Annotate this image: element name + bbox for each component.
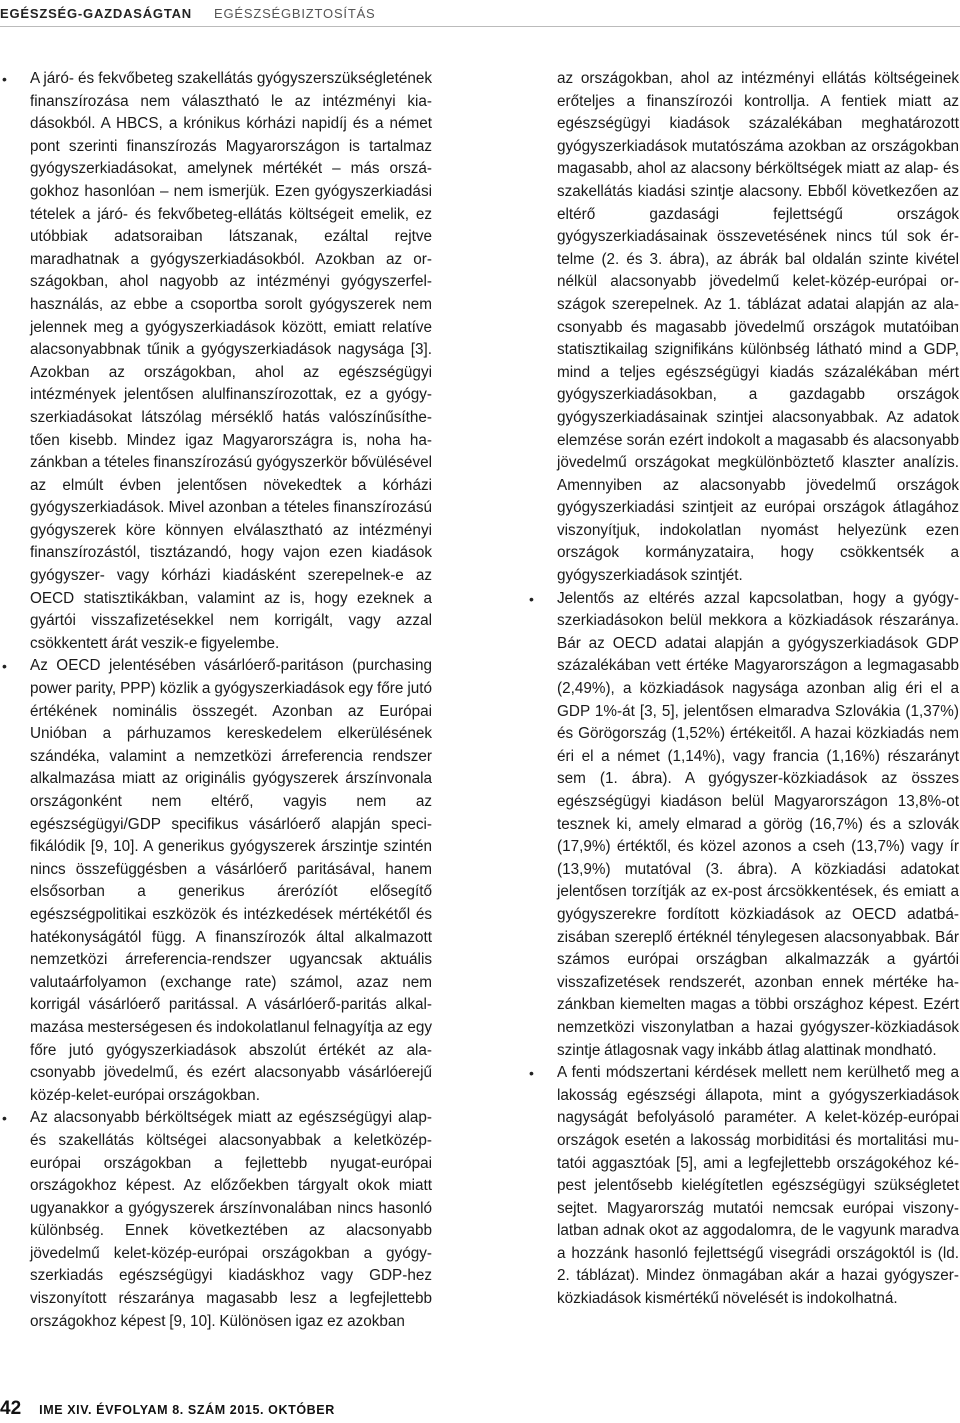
left-column bbox=[0, 68, 432, 1333]
page-footer bbox=[0, 1398, 335, 1420]
bullet-text-5: A fenti módszertani kérdések mellett nem kerülhető meg a lakosság egészségi állapota, mint a gyógyszerkiadások nagyságát befolyásoló paraméter. A kelet-közép-európai országok esetén a lakosság morbiditási és mortalitási mutatói aggasztóak [5], ami a legfejlettebb országokéhoz képest jelentősebb kielégítetlen egészségügyi szükségletet sejtet. Magyarország mutatói nemcsak európai viszonylatban adnak okot az aggodalomra, de le vagyunk maradva a hozzánk hasonló fejlettségű visegrádi országoktól is (ld. 2. táblázat). Mindez önmagában akár a hazai gyógyszer-közkiadások kismértékű növelését is indokolhatná. bbox=[557, 1064, 959, 1308]
bullet-paragraph-4 bbox=[527, 588, 959, 1062]
bullet-text-3: Az alacsonyabb bérköltségek miatt az egészségügyi alap- és szakellátás költségei alacsonyabbak a keletközép-európai országokban a fejlettebb nyugat-európai országokhoz képest. Az előzőekben tárgyalt okok miatt ugyanakkor a gyógyszerek árszínvonalában nincs hasonló különbség. Ennek következtében az alacsonyabb jövedelmű kelet-közép-európai országokban a gyógyszerkiadás egészségügyi kiadáskhoz vagy GDP-hez viszonyított részaránya magasabb lesz a legfejlettebb országokhoz képest [9, 10]. Különösen igaz ez azokban bbox=[30, 1109, 432, 1330]
continuation-text: az országokban, ahol az intézményi ellátás költségeinek erőteljes a finanszírozói kontrollja. A fentiek miatt az egészségügyi kiadások százalékában meghatározott gyógyszerkiadások mutatószáma azokban az országokban magasabb, ahol az alacsony bérköltségek miatt az alap- és szakellátás kiadási szintje alacsony. Ebből következően az eltérő gazdasági fejlettségű országok gyógyszerkiadásainak összevetésének nincs túl sok értelme (2. és 3. ábra), az ábrák bal oldalán szinte kivétel nélkül alacsonyabb jövedelmű kelet-közép-európai országok szerepelnek. Az 1. táblázat adatai alapján az alacsonyabb és magasabb jövedelmű országok mutatóiban statisztikailag szignifikáns különbség látható mind a GDP, mind a teljes egészségügyi kiadás százalékában mért gyógyszerkiadásokban, a gazdagabb országok gyógyszerkiadásainak szintjei alacsonyabbak. Az adatok elemzése során ezért indokolt a magasabb és alacsonyabb jövedelmű országokat megkülönböztető klaszter analízis. Amennyiben az alacsonyabb jövedelmű országok gyógyszerkiadási szintjeit az európai országok átlagához viszonyítjuk, indokolatlan nyomást helyezünk ezen országok kormányzataira, hogy csökkentsék a gyógyszerkiadások szintjét. bbox=[557, 70, 959, 585]
header-section-title: EGÉSZSÉG-GAZDASÁGTAN bbox=[0, 5, 192, 21]
bullet-paragraph-3 bbox=[0, 1107, 432, 1333]
bullet-paragraph-1 bbox=[0, 68, 432, 655]
continuation-paragraph bbox=[527, 68, 959, 588]
bullet-paragraph-2 bbox=[0, 655, 432, 1107]
running-header bbox=[0, 0, 960, 27]
bullet-icon: • bbox=[2, 1110, 7, 1127]
bullet-icon: • bbox=[2, 658, 7, 675]
journal-issue-line: IME XIV. ÉVFOLYAM 8. SZÁM 2015. OKTÓBER bbox=[39, 1403, 335, 1417]
right-column bbox=[527, 68, 959, 1311]
bullet-icon: • bbox=[529, 1065, 534, 1082]
bullet-icon: • bbox=[2, 71, 7, 87]
bullet-paragraph-5 bbox=[527, 1062, 959, 1311]
bullet-text-1: A járó- és fekvőbeteg szakellátás gyógyszerszükségletének finanszírozása nem választható le az intézményi kiadásokból. A HBCS, a krónikus kórházi napidíj és a német pont szerinti finanszírozás Magyarországon is tartalmaz gyógyszerkiadásokat, amelynek mértékét – más országokhoz hasonlóan – nem ismerjük. Ezen gyógyszerkiadási tételek a járó- és fekvőbeteg-ellátás költségeit emelik, ez utóbbiak adatsoraiban látszanak, ezáltal rejtve maradhatnak a gyógyszerkiadásokból. Azokban az országokban, ahol nagyobb az intézményi gyógyszerfelhasználás, az ebbe a csoportba sorolt gyógyszerek nem jelennek meg a gyógyszerkiadások között, emiatt relatíve alacsonyabbnak tűnik a gyógyszerkiadások nagysága [3]. Azokban az országokban, ahol az egészségügyi intézmények jelentősen alulfinanszírozottak, ez a gyógyszerkiadásokat látszólag mérséklő hatás valószínűsíthetően kisebb. Mindez igaz Magyarországra is, noha hazánkban a tételes finanszírozású gyógyszerkör bővülésével az elmúlt évben jelentősen növekedtek a kórházi gyógyszerkiadások. Mivel azonban a tételes finanszírozású gyógyszerek köre könnyen elválasztható az intézményi finanszírozástól, tisztázandó, hogy vajon ezen kiadások gyógyszer- vagy kórházi kiadásként szerepelnek-e az OECD statisztikákban, valamint az is, hogy ezeknek a gyártói visszafizetésekkel nem korrigált, vagy azzal csökkentett árát veszik-e figyelembe. bbox=[30, 70, 432, 652]
bullet-text-2: Az OECD jelentésében vásárlóerő-paritáson (purchasing power parity, PPP) közlik a gyógyszerkiadások egy főre jutó értékének nominális összegét. Azonban az Európai Unióban a párhuzamos kereskedelem elkerülésének szándéka, valamint a nemzetközi árreferencia rendszer alkalmazása miatt az originális gyógyszerek árszínvonala országonként nem eltérő, vagyis nem az egészségügyi/GDP specifikus vásárlóerő alapján specifikálódik [9, 10]. A generikus gyógyszerek árszintje szintén nincs összefüggésben a vásárlóerő paritásával, hanem elsősorban a generikus árerózíót elősegítő egészségpolitikai eszközök és intézkedések mértékétől és hatékonyságától függ. A finanszírozók által alkalmazott nemzetközi árreferencia-rendszer ugyancsak aktuális valutaárfolyamon (exchange rate) számol, azaz nem korrigál vásárlóerő paritással. A vásárlóerő-paritás alkalmazása mesterségesen és indokolatlanul felnagyítja az egy főre jutó gyógyszerkiadások abszolút értékét az alacsonyabb jövedelmű, és ezért alacsonyabb vásárlóerejű közép-kelet-európai országokban. bbox=[30, 657, 432, 1104]
bullet-icon: • bbox=[529, 590, 534, 607]
bullet-text-4: Jelentős az eltérés azzal kapcsolatban, hogy a gyógyszerkiadásokon belül mekkora a közkiadások részaránya. Bár az OECD adatai alapján a gyógyszerkiadások GDP százalékában vett értéke Magyarországon a legmagasabb (2,49%), a közkiadások nagysága azonban alig éri el a GDP 1%-át [3, 5], jelentősen elmaradva Szlovákia (1,37%) és Görögország (1,52%) értékeitől. A hazai közkiadás nem éri el a német (1,14%), vagy francia (1,16%) részarányt sem (1. ábra). A gyógyszer-közkiadások az összes egészségügyi kiadáson belül Magyarországon 13,8%-ot tesznek ki, amely elmarad a görög (16,7%) és a szlovák (17,9%) értéktől, és közel azonos a cseh (13,7%) vagy ír (13,9%) mutatóval (3. ábra). A közkiadási adatokat jelentősen torzítják az ex-post árcsökkentések, és emiatt a gyógyszerekre fordított közkiadások az OECD adatbázisában szereplő értéknél ténylegesen alacsonyabbak. Bár számos európai országban alkalmazzák a gyártói visszafizetések rendszerét, azonban ennek mértéke hazánkban kiemelten magas a többi országhoz képest. Ezért nemzetközi viszonylatban a hazai gyógyszer-közkiadások szintje átlagosnak vagy inkább átlag alattinak mondható. bbox=[557, 589, 959, 1059]
page-number: 42 bbox=[0, 1398, 22, 1419]
header-subsection-title: EGÉSZSÉGBIZTOSÍTÁS bbox=[214, 5, 376, 21]
